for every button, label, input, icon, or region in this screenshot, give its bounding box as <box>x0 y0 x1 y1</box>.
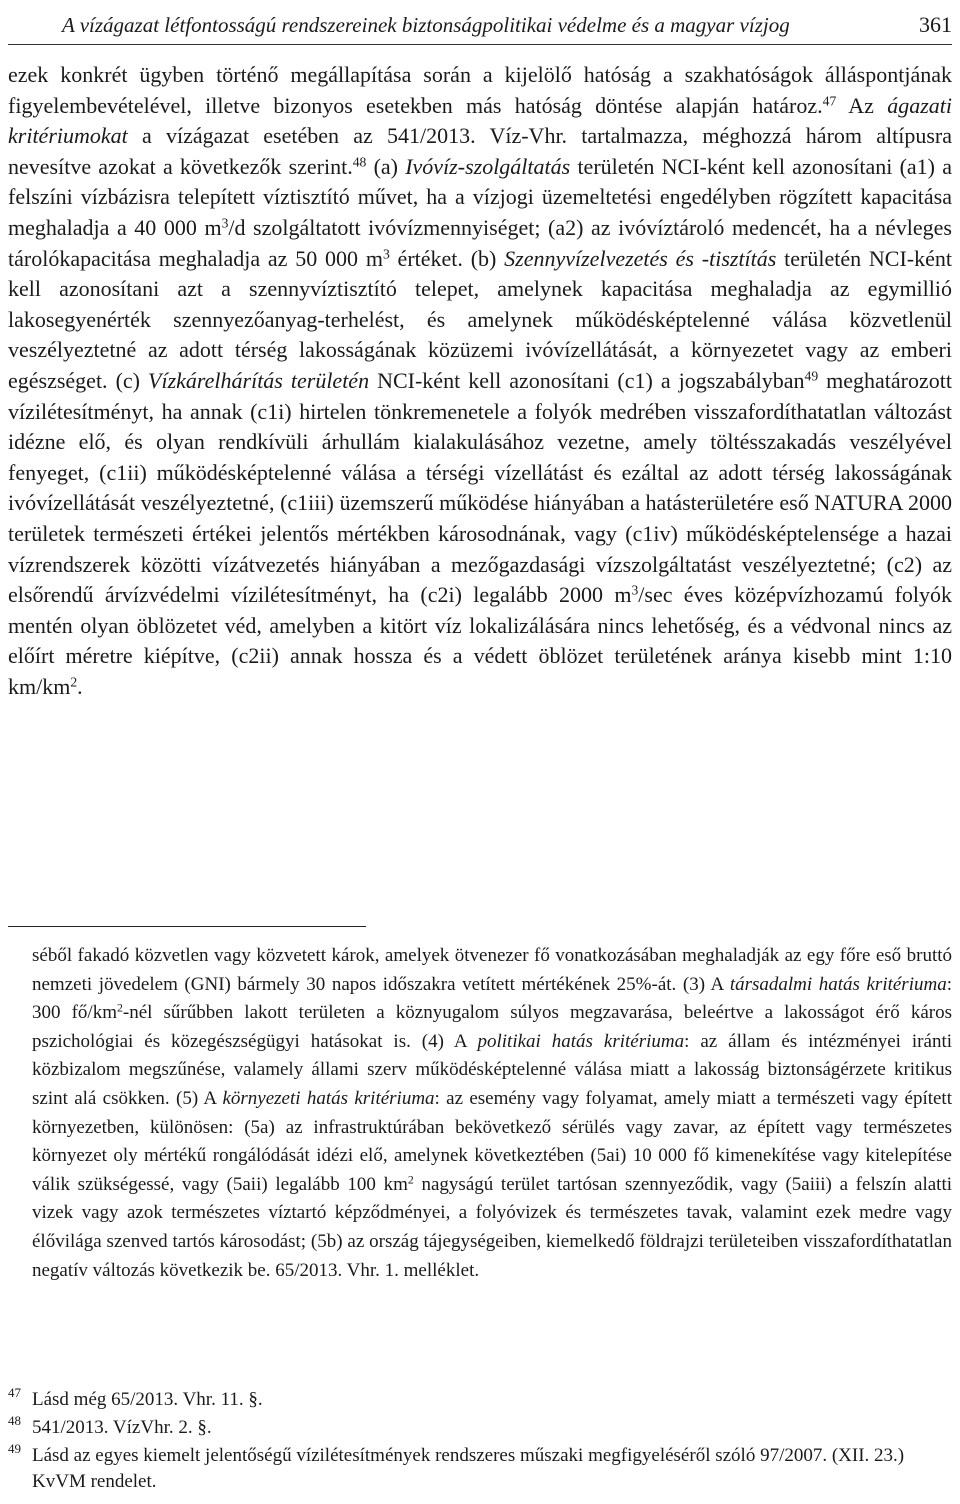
footnote-text: Lásd az egyes kiemelt jelentőségű vízilétesítmények rendszeres műszaki megfigyeléséről szóló 97/2007. (XII. 23.) KvVM rendelet. <box>32 1445 905 1492</box>
page-number: 361 <box>919 12 952 37</box>
footnote-continuation: séből fakadó közvetlen vagy közvetett károk, amelyek ötvenezer fő vonatkozásában meghaladják az egy főre eső bruttó nemzeti jövedelem (GNI) bármely 30 napos időszakra vetített mértékének 25%-át. (3) A társadalmi hatás kritériuma: 300 $fő/km^2$-nél sűrűbben lakott területen a köznyugalom súlyos megzavarása, beleértve a lakosságot érő káros pszichológiai és közegészségügyi hatásokat is. (4) A politikai hatás kritériuma: az állam és intézményei iránti közbizalom megszűnése, valamely állami szerv működésképtelenné válása miatt a lakosság biztonságérzete kritikus szint alá csökken. (5) A környezeti hatás kritériuma: az esemény vagy folyamat, amely miatt a természeti vagy épített környezetben, különösen: (5a) az infrastruktúrában bekövetkező sérülés vagy zavar, az épített vagy természetes környezet oly mértékű rongálódását idézi elő, amelynek következtében (5ai) 10 000 fő kimenekítése vagy kitelepítése válik szükségessé, vagy (5aii) legalább 100 $km^2$ nagyságú terület tartósan szennyeződik, vagy (5aiii) a felszín alatti vizek vagy azok természetes víztartó képződményei, a folyóvizek és természetes tavak, valamint ezek medre vagy élővilága szenved tartós károsodást; (5b) az ország tájegységeiben, kiemelkedő földrajzi területeiben visszafordíthatatlan negatív változás következik be. 65/2013. Vhr. 1. melléklet. <box>32 945 953 1281</box>
emphasis-wastewater: Szennyvízelvezetés és -tisztítás <box>504 245 777 271</box>
footnote-number: 49 <box>8 1441 21 1456</box>
footnote-list <box>8 1387 952 1495</box>
footnote-text: Lásd még 65/2013. Vhr. 11. §. <box>32 1389 263 1410</box>
footnote-separator <box>8 926 366 927</box>
footnote-number: 48 <box>8 1413 21 1428</box>
footnote-49 <box>8 1443 952 1495</box>
emphasis-sectoral-criteria: ágazati kritériumokat <box>8 92 952 149</box>
emphasis-flood-protection: Vízkárelhárítás területén <box>148 367 370 393</box>
footnote-ref-47: 47 <box>822 93 837 109</box>
header-rule <box>8 44 952 45</box>
emphasis-drinking-water: Ivóvíz-szolgáltatás <box>405 153 571 179</box>
footnote-ref-49: 49 <box>804 368 819 384</box>
running-header <box>8 8 952 42</box>
footnote-number: 47 <box>8 1385 21 1400</box>
document-page <box>8 0 952 1504</box>
running-title: A vízágazat létfontosságú rendszereinek biztonságpolitikai védelme és a magyar vízjog <box>62 13 790 37</box>
footnote-47 <box>8 1387 952 1413</box>
footnote-ref-48: 48 <box>352 154 367 170</box>
body-paragraph: ezek konkrét ügyben történő megállapítása során a kijelölő hatóság a szakhatóságok álláspontjának figyelembevételével, illetve bizonyos esetekben más hatóság döntése alapján határoz.$^{47}$ Az ágazati kritériumokat a vízágazat esetében az 541/2013. Víz-Vhr. tartalmazza, méghozzá három altípusra nevesítve azokat a következők szerint.$^{48}$ (a) Ivóvíz-szolgáltatás területén NCI-ként kell azonosítani (a1) a felszíni vízbázisra telepített víztisztító művet, ha a vízjogi üzemeltetési engedélyben rögzített kapacitása meghaladja a 40 000 $m^3/d$ szolgáltatott ivóvízmennyiséget; (a2) az ivóvíztároló medencét, ha a névleges tárolókapacitása meghaladja az 50 000 $m^3$ értéket. (b) Szennyvízelvezetés és -tisztítás területén NCI-ként kell azonosítani azt a szennyvíztisztító telepet, amelynek kapacitása meghaladja az egymillió lakosegyenérték szennyezőanyag-terhelést, és amelynek működésképtelenné válása közvetlenül veszélyeztetné az adott térség lakosságának közüzemi ivóvízellátását, a környezetet vagy az emberi egészséget. (c) Vízkárelhárítás területén NCI-ként kell azonosítani (c1) a jogszabályban$^{49}$ meghatározott vízilétesítményt, ha annak (c1i) hirtelen tönkremenetele a folyók medrében visszafordíthatatlan változást idézne elő, és olyan rendkívüli árhullám kialakulásához vezetne, amely töltésszakadás veszélyével fenyeget, (c1ii) működésképtelenné válása a térségi vízellátást és ezáltal az adott térség lakosságának ivóvízellátását veszélyeztetné, (c1iii) üzemszerű működése hiányában a hatásterületére eső NATURA 2000 területek természeti értékei jelentős mértékben károsodnának, vagy (c1iv) működésképtelensége a hazai vízrendszerek közötti vízátvezetés hiányában a mezőgazdasági vízszolgáltatást veszélyeztetné; (c2) az elsőrendű árvízvédelmi vízilétesítményt, ha (c2i) legalább 2000 $m^3/\sec$ éves középvízhozamú folyók mentén olyan öblözetet véd, amelyben a kitört víz lokalizálására nincs lehetőség, és a védvonal nincs az előírt méretre kiépítve, (c2ii) annak hossza és a védett öblözet területének aránya kisebb mint 1:10 $km/km^2$. <box>8 62 953 699</box>
footnote-text: 541/2013. VízVhr. 2. §. <box>32 1417 212 1438</box>
main-text <box>8 60 952 702</box>
footnote-48 <box>8 1415 952 1441</box>
